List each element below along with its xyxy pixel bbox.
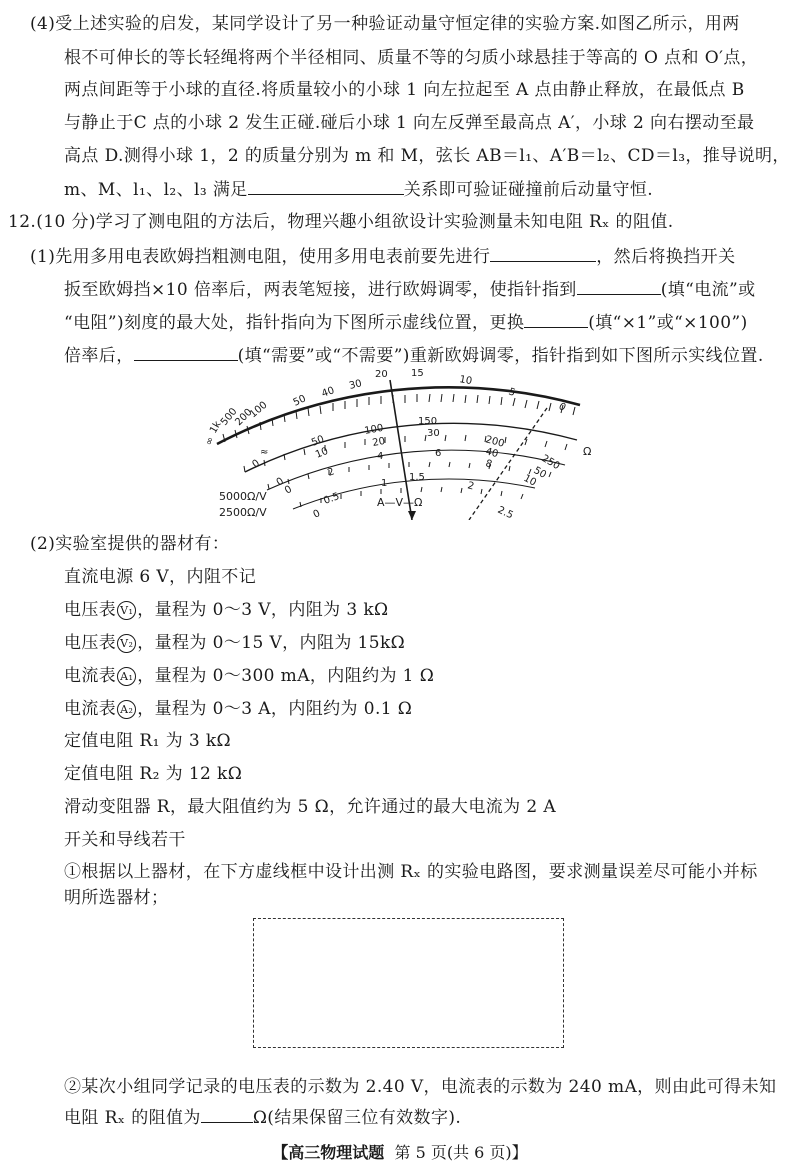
ohm-tick-0: 0 bbox=[556, 401, 568, 414]
answer-blank-momentum[interactable] bbox=[248, 176, 404, 195]
item-voltmeter-v2 bbox=[64, 631, 405, 655]
item-rheostat: 滑动变阻器 R，最大阻值约为 5 Ω，允许通过的最大电流为 2 A bbox=[64, 797, 557, 817]
q11-p4-line-3: 两点间距等于小球的直径.将质量较小的小球 1 向左拉起至 A 点由静止释放，在最低点 B bbox=[64, 80, 745, 100]
item-ammeter-a1 bbox=[64, 664, 434, 688]
q12-p1-l2-text-a: 扳至欧姆挡×10 倍率后，两表笔短接，进行欧姆调零，使指针指到 bbox=[64, 280, 577, 300]
q11-p4-line-5: 高点 D.测得小球 1，2 的质量分别为 m 和 M，弦长 AB＝l₁、A′B＝l₂、CD＝l₃，推导说明， bbox=[64, 146, 790, 166]
q12-p2-intro: (2)实验室提供的器材有： bbox=[30, 534, 230, 554]
a2-text-a: 电流表 bbox=[64, 699, 117, 719]
a2-text-b: ，量程为 0～3 A，内阻约为 0.1 Ω bbox=[137, 699, 413, 719]
q12-s2-line-2 bbox=[64, 1104, 461, 1130]
q11-p4-last-a: m、M、l₁、l₂、l₃ 满足 bbox=[64, 180, 248, 200]
ac-tick-4: 4 bbox=[377, 451, 384, 462]
mid-tick-0: 0 bbox=[250, 457, 262, 471]
ac-scale-arc bbox=[267, 450, 565, 493]
low-tick-1-5: 1.5 bbox=[409, 472, 425, 483]
q12-p1-line-2 bbox=[64, 276, 756, 302]
mid-tick-250: 250 bbox=[539, 453, 562, 473]
inner-tick-20: 20 bbox=[371, 435, 387, 449]
q12-s1-line-2: 明所选器材； bbox=[64, 888, 169, 908]
q11-p4-line-1: (4)受上述实验的启发，某同学设计了另一种验证动量守恒定律的实验方案.如图乙所示，用两 bbox=[30, 14, 740, 34]
v1-text-b: ，量程为 0～3 V，内阻为 3 kΩ bbox=[137, 600, 389, 620]
legend-5000: 5000Ω/V bbox=[219, 490, 267, 503]
mid-tick-150: 150 bbox=[418, 416, 438, 427]
pointer-arrowhead bbox=[408, 511, 416, 520]
answer-blank-multiplier[interactable] bbox=[524, 309, 588, 328]
s2-text-a: 电阻 Rₓ 的阻值为 bbox=[64, 1108, 201, 1128]
ac-tick-6: 6 bbox=[435, 448, 442, 459]
ohm-unit-label: Ω bbox=[583, 445, 592, 458]
ac-tick-10: 10 bbox=[521, 472, 538, 489]
item-switch-wires: 开关和导线若干 bbox=[64, 830, 186, 850]
ohm-tick-inf: ∞ bbox=[203, 435, 217, 448]
ac-tick-0: 0 bbox=[283, 483, 295, 497]
ohm-tick-1k: 1k bbox=[208, 419, 224, 436]
ohm-tick-20: 20 bbox=[375, 369, 388, 380]
inner-tick-50: 50 bbox=[531, 465, 549, 481]
ohm-tick-15: 15 bbox=[411, 368, 424, 379]
q12-header: 12.(10 分)学习了测电阻的方法后，物理兴趣小组欲设计实验测量未知电阻 Rₓ 的阻值. bbox=[8, 212, 674, 232]
legend-2500: 2500Ω/V bbox=[219, 506, 267, 519]
q12-p1-l1-text-b: ，然后将换挡开关 bbox=[596, 247, 736, 267]
voltmeter-v1-icon: V₁ bbox=[117, 601, 136, 620]
v1-text-a: 电压表 bbox=[64, 600, 117, 620]
low-tick-0-5: 0.5 bbox=[322, 491, 341, 507]
answer-blank-resistance[interactable] bbox=[201, 1104, 253, 1123]
q12-p1-line-3 bbox=[64, 309, 748, 335]
inner-tick-0: 0 bbox=[274, 475, 286, 489]
item-ammeter-a2 bbox=[64, 697, 412, 721]
q12-p1-line-1 bbox=[30, 243, 735, 269]
ohm-tick-5: 5 bbox=[506, 386, 517, 399]
item-voltmeter-v1 bbox=[64, 598, 389, 622]
ac-tick-8: 8 bbox=[484, 458, 494, 471]
multimeter-dial-figure bbox=[205, 364, 605, 520]
q12-p1-l3-text-a: “电阻”)刻度的最大处，指针指向为下图所示虚线位置，更换 bbox=[64, 313, 525, 333]
q11-p4-line-6 bbox=[64, 176, 653, 202]
item-resistor-r2: 定值电阻 R₂ 为 12 kΩ bbox=[64, 764, 243, 784]
ohm-minor-ticks bbox=[223, 394, 575, 507]
q11-p4-line-4: 与静止于C 点的小球 2 发生正碰.碰后小球 1 向左反弹至最高点 A′，小球 2 向右摆动至最 bbox=[64, 113, 755, 133]
q12-p1-l4-text-a: 倍率后， bbox=[64, 346, 134, 366]
q12-s2-line-1: ②某次小组同学记录的电压表的示数为 2.40 V，电流表的示数为 240 mA，则由此可得未知 bbox=[64, 1077, 777, 1097]
mid-tick-100: 100 bbox=[363, 422, 385, 437]
footer-page-number: 第 5 页(共 6 页)】 bbox=[394, 1143, 528, 1162]
inner-tick-30: 30 bbox=[427, 428, 440, 439]
page-footer bbox=[0, 1140, 800, 1163]
mid-tick-50: 50 bbox=[310, 433, 326, 449]
q12-p1-l1-text-a: (1)先用多用电表欧姆挡粗测电阻，使用多用电表前要先进行 bbox=[30, 247, 491, 267]
item-resistor-r1: 定值电阻 R₁ 为 3 kΩ bbox=[64, 731, 232, 751]
ohm-tick-40: 40 bbox=[320, 385, 336, 400]
a1-text-b: ，量程为 0～300 mA，内阻约为 1 Ω bbox=[137, 666, 435, 686]
q12-p1-l2-text-b: (填“电流”或 bbox=[660, 280, 756, 300]
dc-scale-arc bbox=[245, 423, 577, 472]
ohm-tick-500: 500 bbox=[218, 406, 240, 428]
voltmeter-v2-icon: V₂ bbox=[117, 634, 136, 653]
q12-s1-line-1: ①根据以上器材，在下方虚线框中设计出测 Rₓ 的实验电路图，要求测量误差尽可能小并标 bbox=[64, 862, 758, 882]
a1-text-a: 电流表 bbox=[64, 666, 117, 686]
answer-blank-zero-adjust[interactable] bbox=[490, 243, 596, 262]
low-tick-2: 2 bbox=[466, 480, 476, 493]
ac-tick-2: 2 bbox=[326, 466, 337, 479]
ammeter-a1-icon: A₁ bbox=[117, 667, 136, 686]
inner-tick-10: 10 bbox=[314, 445, 330, 461]
q11-p4-last-b: 关系即可验证碰撞前后动量守恒. bbox=[403, 180, 654, 200]
mid-tick-200: 200 bbox=[484, 434, 506, 450]
ohm-tick-50: 50 bbox=[291, 393, 308, 409]
s2-text-b: Ω(结果保留三位有效数字). bbox=[252, 1108, 462, 1128]
v2-text-a: 电压表 bbox=[64, 633, 117, 653]
low-tick-1: 1 bbox=[381, 478, 388, 489]
center-function-label: A—V—Ω bbox=[377, 496, 423, 509]
ohm-tick-30: 30 bbox=[348, 378, 364, 392]
v2-text-b: ，量程为 0～15 V，内阻为 15kΩ bbox=[137, 633, 406, 653]
item-power-source: 直流电源 6 V，内阻不记 bbox=[64, 567, 257, 587]
ac-mark: ≈ bbox=[260, 447, 269, 458]
q11-p4-line-2: 根不可伸长的等长轻绳将两个半径相同、质量不等的匀质小球悬挂于等高的 O 点和 O′点， bbox=[64, 48, 759, 68]
answer-blank-rezero[interactable] bbox=[134, 342, 238, 361]
ohm-tick-100: 100 bbox=[247, 399, 270, 421]
circuit-diagram-answer-box[interactable] bbox=[253, 918, 564, 1048]
low-tick-0: 0 bbox=[311, 508, 323, 521]
ohm-tick-200: 200 bbox=[233, 406, 255, 429]
ammeter-a2-icon: A₂ bbox=[117, 700, 136, 719]
ohm-tick-10: 10 bbox=[458, 374, 473, 388]
inner-tick-40: 40 bbox=[484, 446, 500, 461]
q12-p1-l4-text-b: (填“需要”或“不需要”)重新欧姆调零，指针指到如下图所示实线位置. bbox=[237, 346, 764, 366]
q12-p1-l3-text-b: (填“×1”或“×100”) bbox=[588, 313, 748, 333]
low-tick-2-5: 2.5 bbox=[495, 504, 515, 522]
answer-blank-scale-type[interactable] bbox=[577, 276, 661, 295]
footer-title: 【高三物理试题 bbox=[272, 1143, 385, 1162]
